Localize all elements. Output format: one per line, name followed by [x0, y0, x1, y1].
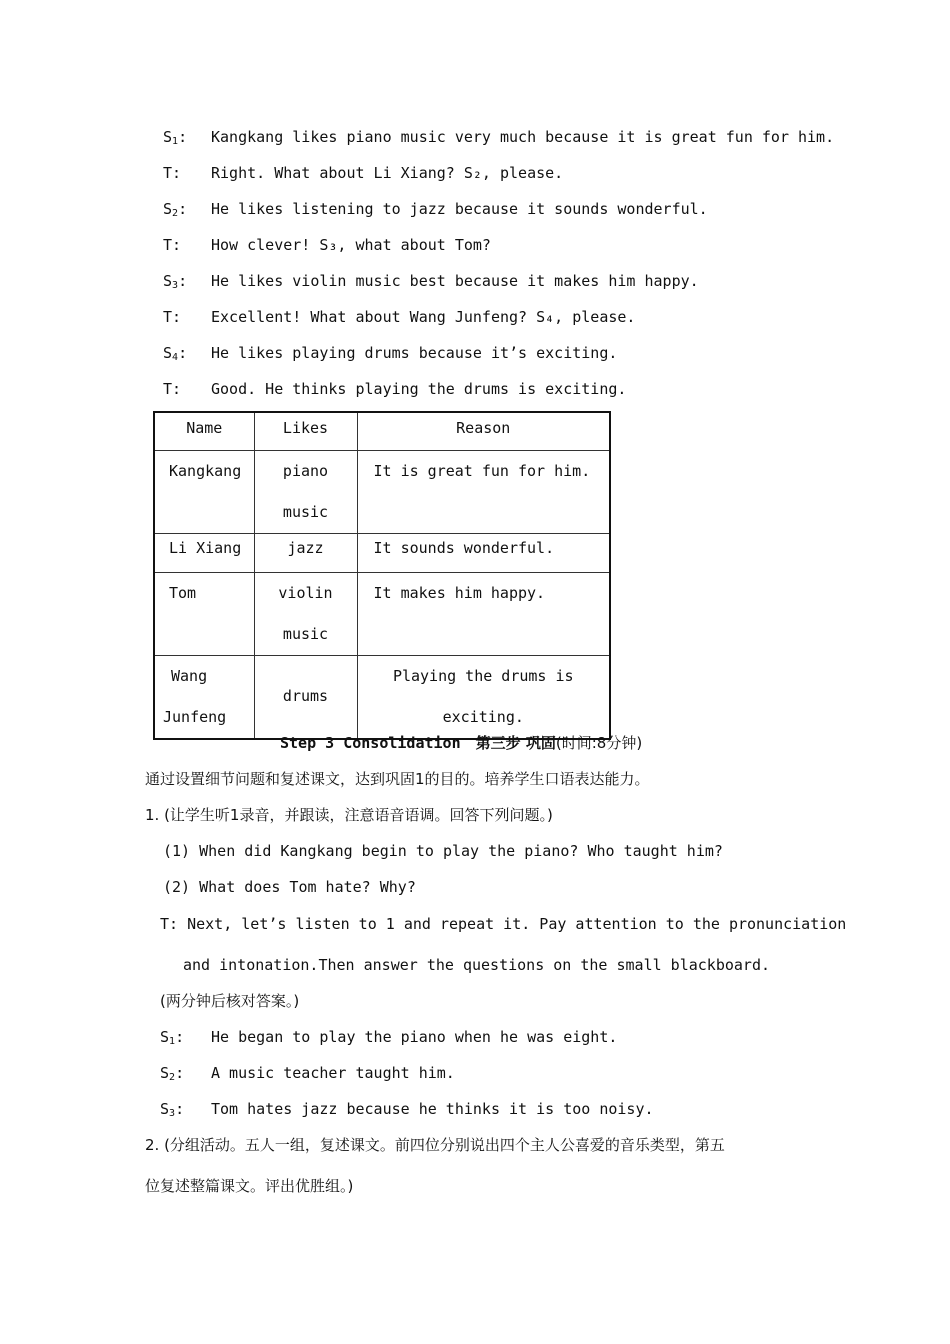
table-header: Likes [254, 412, 357, 450]
table-row [154, 533, 610, 572]
item-2-line-1: 2. (分组活动。五人一组，复述课文。前四位分别说出四个主人公喜爱的音乐类型，第五 [145, 1136, 725, 1154]
table-row [154, 655, 610, 739]
likes-table [153, 411, 611, 740]
table-header-row [154, 412, 610, 450]
table-cell-name: Li Xiang [154, 533, 254, 572]
table-cell-likes: jazz [254, 533, 357, 572]
table-cell-likes: drums [254, 655, 357, 739]
table-cell-name: Kangkang [154, 450, 254, 533]
table-row [154, 450, 610, 533]
section-intro: 通过设置细节问题和复述课文，达到巩固1的目的。培养学生口语表达能力。 [145, 770, 650, 788]
table-header: Name [154, 412, 254, 450]
table-cell-name: Tom [154, 572, 254, 655]
question-1: (1) When did Kangkang begin to play the piano? Who taught him? [163, 842, 723, 860]
question-2: (2) What does Tom hate? Why? [163, 878, 416, 896]
section-heading: Step 3 Consolidation 第三步 巩固(时间:8分钟) [280, 734, 643, 752]
table-cell-name: Wang Junfeng [154, 655, 254, 739]
teacher-instruction: T: Next, let’s listen to 1 and repeat it. Pay attention to the pronunciation [160, 915, 847, 933]
table-cell-likes: piano music [254, 450, 357, 533]
table-row [154, 572, 610, 655]
table-cell-reason: It is great fun for him. [357, 450, 610, 533]
document-page: $S_1$: Kangkang likes piano music very much because it is great fun for him. T: Right. What about Li Xiang? S₂, please. $S_2$: He likes listening to jazz because it sounds wonderful. T: How clever! S₃, what about Tom? $S_3$: He likes violin music best because it makes him happy. T: Excellent! What about Wang Junfeng? S₄, please. $S_4$: He likes playing drums because it’s exciting. T: Good. He thinks playing the drums is exciting. Name Likes Reason Kangkang piano music It is great fun for him. Li Xiang jazz It sounds wonderful. Tom violin music It makes him happy. Wang Junfeng drums Playing the drums is exciting. Step 3 Consolidation 第三步 巩固(时间:8分钟) 通过设置细节问题和复述课文，达到巩固1的目的。培养学生口语表达能力。 1. (让学生听1录音，并跟读，注意语音语调。回答下列问题。) (1) When did Kangkang begin to play the piano? Who taught him? (2) What does Tom hate? Why? T: Next, let’s listen to 1 and repeat it. Pay attention to the pronunciation and intonation.Then answer the questions on the small blackboard. (两分钟后核对答案。) $S_1$: He began to play the piano when he was eight. $S_2$: A music teacher taught him. $S_3$: Tom hates jazz because he thinks it is too noisy. 2. (分组活动。五人一组，复述课文。前四位分别说出四个主人公喜爱的音乐类型，第五 位复述整篇课文。评出优胜组。) [145, 128, 847, 1195]
answer-note: (两分钟后核对答案。) [160, 992, 300, 1010]
table-cell-likes: violin music [254, 572, 357, 655]
table-cell-reason: It makes him happy. [357, 572, 610, 655]
table-cell-reason: It sounds wonderful. [357, 533, 610, 572]
item-1-label: 1. (让学生听1录音，并跟读，注意语音语调。回答下列问题。) [145, 806, 553, 824]
teacher-instruction-cont: and intonation.Then answer the questions on the small blackboard. [183, 956, 770, 974]
table-header: Reason [357, 412, 610, 450]
table-cell-reason: Playing the drums is exciting. [357, 655, 610, 739]
item-2-line-2: 位复述整篇课文。评出优胜组。) [145, 1177, 354, 1195]
